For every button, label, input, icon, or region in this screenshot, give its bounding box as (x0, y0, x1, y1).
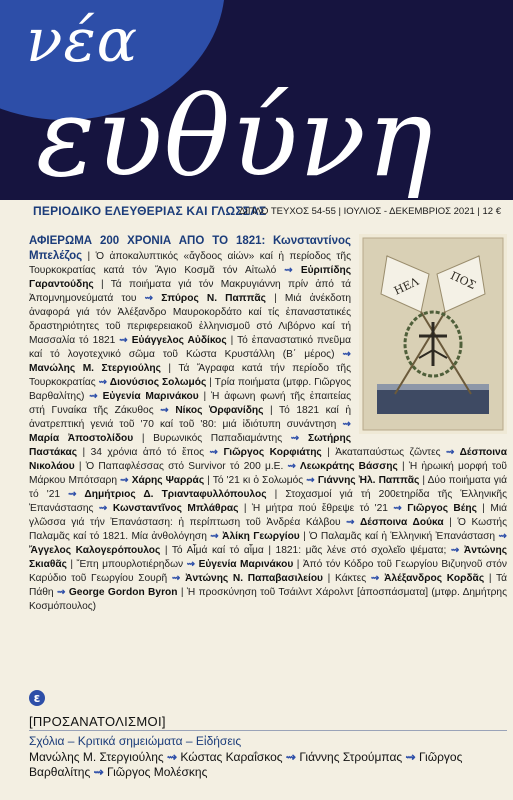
entry-title: | 34 χρόνια ἀπό τό ἔπος (77, 447, 210, 458)
entry-separator-icon: ⇝ (120, 475, 132, 486)
entry-author: Κωνσταντῖνος Μπλάθρας (112, 503, 239, 514)
section-title: [ΠΡΟΣΑΝΑΤΟΛΙΣΜΟΙ] (29, 714, 166, 729)
entry-separator-icon: ⇝ (346, 517, 360, 528)
entry-author: Εὐγενία Μαρινάκου (198, 559, 294, 570)
section-divider (29, 730, 507, 731)
entry-title: | Ἀπό τόν Κόδρο τοῦ Γεωργίου Βιζυηνοῦ στόν Καρύδιο τοῦ Γεωργίου Σουρῆ (29, 559, 507, 584)
entry-author: Δέσποινα Δούκα (359, 517, 444, 528)
feature-heading: ΑΦΙΕΡΩΜΑ 200 ΧΡΟΝΙΑ ΑΠΟ ΤΟ 1821: (29, 235, 266, 247)
entry-separator-icon: ⇝ (498, 531, 507, 542)
entry-separator-icon: ⇝ (342, 419, 351, 430)
entry-author: Λεωκράτης Βάσσης (299, 461, 398, 472)
entry-separator-icon: ⇝ (186, 559, 199, 570)
entry-title: | Τά ποιήματα γιά τόν Μακρυγιάννη πρίν ἀπό τά Ἀπομνημονεύματά του (29, 279, 351, 304)
entry-separator-icon: ⇝ (306, 475, 318, 486)
section-author: Μανώλης Μ. Στεργιούλης (29, 750, 164, 764)
section-subtitle: Σχόλια – Κριτικά σημειώματα – Εἰδήσεις (29, 734, 242, 748)
entry-title: | Ἡ ἡρωική μορφή τοῦ Μάρκου Μπότσαρη (29, 461, 507, 486)
entry-author: Ἀλίκη Γεωργίου (222, 531, 300, 542)
entry-title: | Μιά ἀνέκδοτη ἀναφορά γιά τόν Ἀλέξανδρο Μαυροκορδάτο καί τίς ἐπαναστατικές δραστηριότητες τοῦ περιφερειακοῦ ἑλληνισμοῦ στό Λιβόρνο καί τή Μασσαλία τό 1821 (29, 293, 351, 346)
entry-author: Εὐριπίδης Γαραντούδης (29, 265, 352, 290)
magazine-title: ευθύνη (36, 73, 434, 200)
entry-title: | Ὁ Κωστής Παλαμᾶς καί τό 1821. Μία ἀνθολόγηση (29, 517, 507, 542)
entry-title: | Βυρωνικός Παπαδιαμάντης (133, 433, 291, 444)
entry-separator-icon: ⇝ (56, 587, 69, 598)
entry-title: | Τό ἐπαναστατικό πνεῦμα καί τό λογοτεχνικό σῶμα τοῦ Κώστα Κρυστάλλη (Β΄ μέρος) (29, 335, 352, 360)
entry-author: Ἀντώνης Ν. Παπαβασιλείου (185, 573, 323, 584)
entry-separator-icon: ⇝ (89, 391, 103, 402)
section-author: Γιῶργος Μολέσκης (106, 765, 208, 779)
entry-author: Διονύσιος Σολωμός (109, 377, 207, 388)
entry-author: Εὐάγγελος Αὐδίκος (131, 335, 227, 346)
entry-separator-icon: ⇝ (98, 503, 113, 514)
entry-title: | Ἡ ἀφωνη φωνή τῆς ἐπαιτείας στή Γυναίκα τῆς Ζάκυθος (29, 391, 352, 416)
entry-title: | Τά Πάθη (29, 573, 507, 598)
entry-separator-icon: ⇝ (287, 461, 300, 472)
entry-separator-icon: ⇝ (210, 531, 223, 542)
flag-left-text: ΗΕΛ (392, 274, 421, 298)
entry-title: | Τό Αἷμά καί τό αἷμα | 1821: μᾶς λένε στό σχολεῖο ψέματα; (160, 545, 451, 556)
entry-author: Σπύρος Ν. Παππᾶς (161, 293, 266, 304)
entry-author: Γιῶργος Βέης (407, 503, 477, 514)
entry-title: | Τά Ἄγραφα κατά τήν περίοδο τῆς Τουρκοκρατίας (29, 363, 351, 388)
entry-author: Ἄγγελος Καλογερόπουλος (29, 545, 161, 556)
entry-author: Μανώλης Μ. Στεργιούλης (29, 363, 161, 374)
entry-separator-icon: ⇝ (98, 377, 110, 388)
entry-author: Σωτήρης Παστάκας (29, 433, 351, 458)
entry-title: | Ἡ μήτρα πού ἔθρεψε τό '21 (238, 503, 394, 514)
subtitle-bar (0, 200, 513, 226)
entry-author: Εὐγενία Μαρινάκου (102, 391, 199, 402)
author-separator-icon: ⇝ (163, 750, 181, 764)
author-separator-icon: ⇝ (90, 765, 107, 779)
entry-separator-icon: ⇝ (393, 503, 408, 514)
entry-separator-icon: ⇝ (144, 293, 162, 304)
section-author: Γιῶργος Βαρθαλίτης (29, 750, 463, 779)
masthead-prefix: νέα (26, 6, 139, 76)
issue-info: ΔΙΠΛΟ ΤΕΥΧΟΣ 54-55 | ΙΟΥΛΙΟΣ - ΔΕΚΕΜΒΡΙΟΣ 2021 | 12 € (239, 206, 501, 217)
entry-separator-icon: ⇝ (342, 349, 351, 360)
entry-title: | Τό '21 κι ὁ Σολωμός (204, 475, 307, 486)
entry-separator-icon: ⇝ (209, 447, 224, 458)
entry-title: | Ἀκαταπαύστως ζῶντες (321, 447, 446, 458)
entry-author: Δέσποινα Νικολάου (29, 447, 507, 472)
entry-title: | Τρία ποιήματα (μτφρ. Γιῶργος Βαρθαλίτης) (29, 377, 351, 402)
entry-separator-icon: ⇝ (370, 573, 385, 584)
entry-author: Ἀντώνης Σκιαθᾶς (29, 545, 507, 570)
entry-title: | Ὁ Παλαμᾶς καί ἡ Ἑλληνική Ἐπανάσταση (299, 531, 499, 542)
masthead (0, 0, 513, 200)
entry-title: | Ὁ ἀποκαλυπτικός «ἄγδοος αἰών» καί ἡ περίοδος τῆς Τουρκοκρατίας κατά τόν Ἅγιο Κοσμᾶ τόν Αἰτωλό (29, 251, 351, 276)
entry-separator-icon: ⇝ (119, 335, 132, 346)
entry-title: | Δύο ποιήματα γιά τό '21 (29, 475, 508, 500)
entry-separator-icon: ⇝ (160, 405, 176, 416)
revolution-flag-image (359, 234, 507, 434)
section-authors (29, 750, 507, 780)
entry-author: Γιάννης Ἠλ. Παππᾶς (317, 475, 420, 486)
entry-title: | Ἡ προσκύνηση τοῦ Τσάιλντ Χάρολντ [ἀποσπάσματα] (μτφρ. Δημήτρης Κοσμόπουλος) (29, 587, 507, 612)
entry-title: | Στοχασμοί γιά τή 200ετηρίδα τῆς Ἑλληνικῆς Ἐπανάστασης (29, 489, 507, 514)
entry-separator-icon: ⇝ (445, 447, 460, 458)
entry-author: George Gordon Byron (68, 587, 178, 598)
entry-title: | Μιά γλῶσσα γιά τήν Ἐπανάσταση: ἡ περίπτωση τοῦ Ἀνδρέα Κάλβου (29, 503, 507, 528)
entry-separator-icon: ⇝ (171, 573, 186, 584)
feature-contents (29, 234, 507, 614)
entry-title: | Ὁ Παπαφλέσσας στό Survivor τό 200 μ.Ε. (74, 461, 288, 472)
entry-separator-icon: ⇝ (284, 265, 301, 276)
entry-title: | Τό 1821 καί ἡ ἀνατρεπτική γενιά τοῦ '70 καί τοῦ '80: μιά ἰδιότυπη συνάντηση (29, 405, 351, 430)
magazine-tagline: ΠΕΡΙΟΔΙΚΟ ΕΛΕΥΘΕΡΙΑΣ ΚΑΙ ΓΛΩΣΣΑΣ (33, 204, 267, 218)
entry-title: | Κάκτες (322, 573, 371, 584)
publisher-logo-icon: ε (29, 690, 45, 706)
entry-author: Νίκος Ὀρφανίδης (175, 405, 264, 416)
entry-author: Δημήτριος Δ. Τριανταφυλλόπουλος (84, 489, 267, 500)
author-separator-icon: ⇝ (402, 750, 419, 764)
entry-author: Γιῶργος Κορφιάτης (223, 447, 322, 458)
entry-author: Κωνσταντίνος Μπελέζος (29, 235, 351, 262)
entry-author: Μαρία Ἀποστολίδου (29, 433, 134, 444)
entry-separator-icon: ⇝ (68, 489, 85, 500)
author-separator-icon: ⇝ (282, 750, 300, 764)
entry-author: Ἀλέξανδρος Κορδᾶς (384, 573, 485, 584)
entry-title: | Ἔπη μπουρλοτιέρηδων (66, 559, 187, 570)
entry-author: Χάρης Ψαρράς (131, 475, 205, 486)
section-author: Γιάννης Στρούμπας (299, 750, 403, 764)
entry-separator-icon: ⇝ (290, 433, 308, 444)
section-author: Κώστας Καραΐσκος (180, 750, 283, 764)
flag-right-text: ΠΟΣ (448, 269, 478, 293)
entry-separator-icon: ⇝ (450, 545, 464, 556)
